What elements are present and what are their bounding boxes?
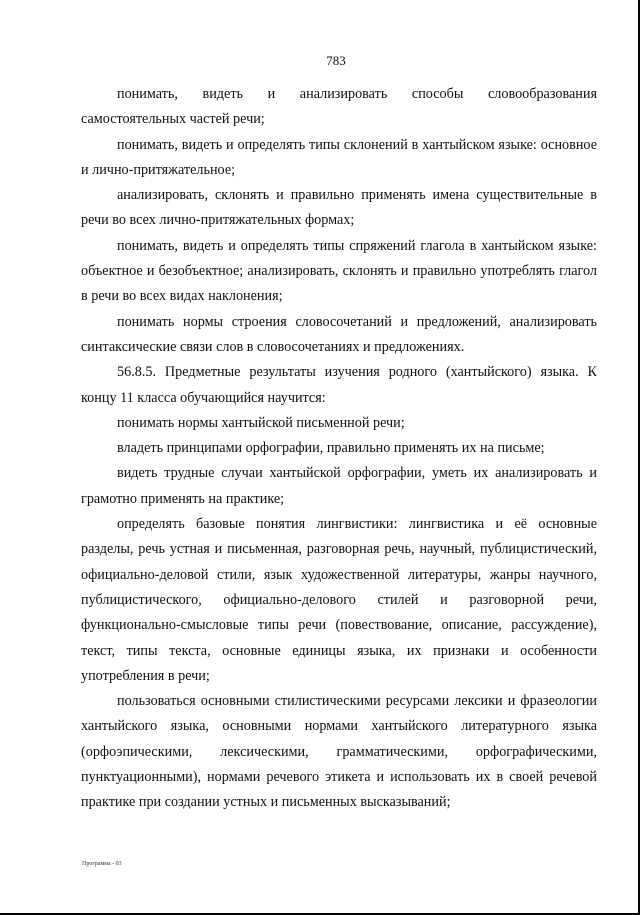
section-heading-56-8-5: 56.8.5. Предметные результаты изучения родного (хантыйского) языка. К концу 11 класса обучающийся научится: [81, 364, 597, 406]
paragraph-declension-types: понимать, видеть и определять типы склонений в хантыйском языке: основное и лично-притяжательное; [81, 136, 597, 178]
page-number: 783 [326, 53, 346, 68]
paragraph-written-norms: понимать нормы хантыйской письменной речи; [117, 414, 405, 431]
footer-program-label: Программа - 03 [82, 861, 122, 867]
paragraph-syntax-norms: понимать нормы строения словосочетаний и предложений, анализировать синтаксические связи слов в словосочетаниях и предложениях. [81, 313, 597, 355]
paragraph-orthography-principles: владеть принципами орфографии, правильно применять их на письме; [117, 440, 545, 457]
paragraph-word-formation: понимать, видеть и анализировать способы словообразования самостоятельных частей речи; [81, 86, 597, 128]
document-body [81, 82, 597, 816]
paragraph-possessive-forms: анализировать, склонять и правильно применять имена существительные в речи во всех лично-притяжательных формах; [81, 187, 597, 229]
paragraph-conjugation-types: понимать, видеть и определять типы спряжений глагола в хантыйском языке: объектное и безобъектное; анализировать, склонять и правильно употреблять глагол в речи во всех видах наклонения; [81, 237, 597, 305]
paragraph-linguistic-concepts: определять базовые понятия лингвистики: лингвистика и её основные разделы, речь устная и письменная, разговорная речь, научный, публицистический, официально-деловой стили, язык художественной литературы, жанры научного, публицистического, официально-делового стилей и разговорной речи, функционально-смысловые типы речи (повествование, описание, рассуждение), текст, типы текста, основные единицы языка, их признаки и особенности употребления в речи; [81, 516, 597, 684]
paragraph-difficult-cases: видеть трудные случаи хантыйской орфографии, уметь их анализировать и грамотно применять на практике; [81, 465, 597, 507]
paragraph-stylistic-resources: пользоваться основными стилистическими ресурсами лексики и фразеологии хантыйского языка, основными нормами хантыйского литературного языка (орфоэпическими, лексическими, грамматическими, орфографическими, пунктуационными), нормами речевого этикета и использовать их в своей речевой практике при создании устных и письменных высказываний; [81, 693, 597, 811]
